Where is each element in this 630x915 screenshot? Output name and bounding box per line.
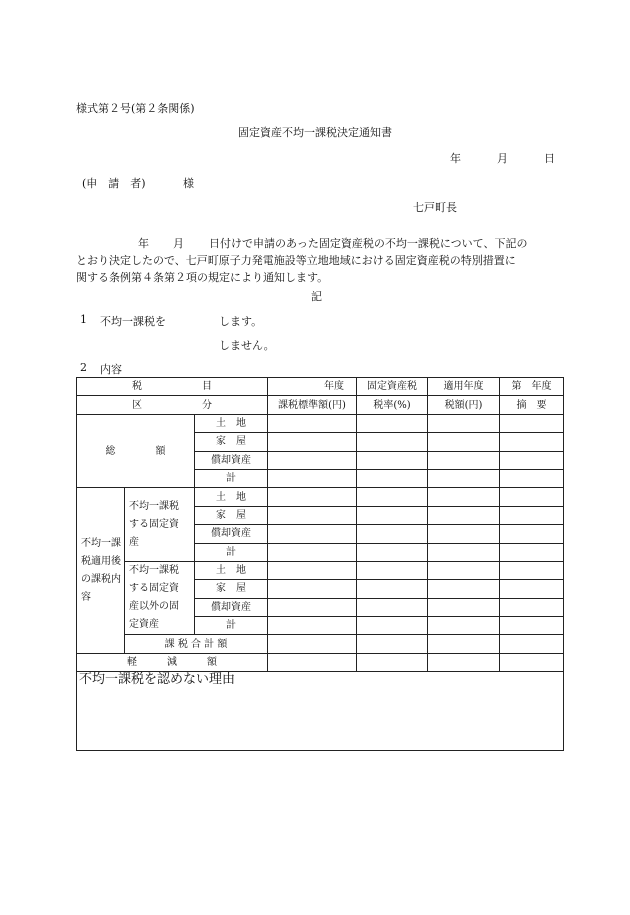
sum-label: 課 税 合 計 額	[125, 635, 268, 653]
applicant-honorific: 様	[183, 177, 194, 190]
cell-rate	[357, 488, 428, 506]
row-item-label: 土 地	[195, 488, 268, 506]
applicant-label: (申 請 者)	[82, 177, 146, 190]
header-rate: 税率(%)	[357, 396, 428, 414]
table-header-row-1	[77, 378, 564, 396]
cell-base	[268, 506, 357, 524]
cell-note	[500, 525, 564, 543]
cell-amount	[428, 451, 500, 469]
cell-note	[500, 580, 564, 598]
cell-amount	[428, 433, 500, 451]
cell-rate	[357, 451, 428, 469]
cell-base	[268, 451, 357, 469]
body-line3: 関する条例第４条第２項の規定により通知します。	[76, 271, 329, 284]
issuer: 七戸町長	[413, 201, 457, 214]
item2-label: 内容	[100, 363, 122, 376]
cell-note	[500, 433, 564, 451]
cell-amount	[428, 506, 500, 524]
header-applied-year: 適用年度	[428, 378, 500, 396]
header-nth-year: 第 年度	[500, 378, 564, 396]
cell-base	[268, 414, 357, 432]
row-item-label: 計	[195, 469, 268, 487]
cell-note	[500, 414, 564, 432]
cell-base	[268, 543, 357, 561]
row-item-label: 土 地	[195, 561, 268, 579]
date-month: 月	[497, 152, 508, 165]
cell-note	[500, 617, 564, 635]
cell-rate	[357, 561, 428, 579]
row-item-label: 償却資産	[195, 525, 268, 543]
cell-note	[500, 506, 564, 524]
item1-number: 1	[80, 313, 87, 326]
cell-amount	[428, 469, 500, 487]
row-item-label: 土 地	[195, 414, 268, 432]
cell-base	[268, 433, 357, 451]
table-header-row-2	[77, 396, 564, 414]
header-amount: 税額(円)	[428, 396, 500, 414]
cell-rate	[357, 580, 428, 598]
body-month: 月	[173, 237, 184, 250]
row-item-label: 家 屋	[195, 580, 268, 598]
form-number: 様式第２号(第２条関係)	[76, 102, 195, 115]
cell-amount	[428, 580, 500, 598]
cell-base	[268, 561, 357, 579]
item1-option-a: します。	[219, 315, 263, 328]
cell-base	[268, 525, 357, 543]
cell-amount	[428, 488, 500, 506]
body-line1: 日付けで申請のあった固定資産税の不均一課税について、下記の	[209, 237, 528, 250]
cell-rate	[357, 433, 428, 451]
document-title: 固定資産不均一課税決定通知書	[238, 126, 392, 139]
cell-base	[268, 580, 357, 598]
reduction-label: 軽 減 額	[77, 653, 268, 671]
cell-rate	[357, 543, 428, 561]
header-base: 課税標準額(円)	[268, 396, 357, 414]
cell-note	[500, 469, 564, 487]
header-note: 摘 要	[500, 396, 564, 414]
item2-number: 2	[80, 361, 87, 374]
table-row	[77, 561, 564, 579]
cell-rate	[357, 469, 428, 487]
date-day: 日	[544, 152, 555, 165]
header-fixed-tax: 固定資産税	[357, 378, 428, 396]
cell-rate	[357, 635, 428, 653]
cell-note	[500, 561, 564, 579]
date-year: 年	[450, 152, 461, 165]
tax-table	[76, 377, 564, 672]
body-line2: とおり決定したので、七戸町原子力発電施設等立地地域における固定資産税の特別措置に	[76, 254, 516, 267]
cell-rate	[357, 506, 428, 524]
cell-base	[268, 617, 357, 635]
header-zeimoku: 税 目	[77, 378, 268, 396]
group1-label: 不均一課税する固定資産	[125, 488, 195, 562]
cell-rate	[357, 598, 428, 616]
cell-amount	[428, 598, 500, 616]
cell-base	[268, 598, 357, 616]
cell-amount	[428, 561, 500, 579]
row-item-label: 計	[195, 543, 268, 561]
item1-option-b: しません。	[219, 339, 275, 352]
cell-amount	[428, 543, 500, 561]
ki-label: 記	[311, 290, 322, 303]
cell-rate	[357, 414, 428, 432]
header-kubun: 区 分	[77, 396, 268, 414]
cell-note	[500, 488, 564, 506]
table-row	[77, 488, 564, 506]
after-label: 不均一課税適用後の課税内容	[77, 488, 125, 654]
body-year: 年	[138, 237, 149, 250]
cell-rate	[357, 617, 428, 635]
cell-rate	[357, 525, 428, 543]
table-row	[77, 414, 564, 432]
cell-note	[500, 598, 564, 616]
total-label: 総 額	[77, 414, 195, 488]
row-item-label: 家 屋	[195, 433, 268, 451]
reason-label: 不均一課税を認めない理由	[79, 672, 236, 687]
cell-note	[500, 451, 564, 469]
item1-label: 不均一課税を	[100, 315, 166, 328]
cell-amount	[428, 617, 500, 635]
cell-base	[268, 488, 357, 506]
cell-base	[268, 469, 357, 487]
group2-label: 不均一課税する固定資産以外の固定資産	[125, 561, 195, 635]
cell-amount	[428, 414, 500, 432]
header-nendo: 年度	[268, 378, 357, 396]
row-item-label: 家 屋	[195, 506, 268, 524]
table-row	[77, 635, 564, 653]
row-item-label: 計	[195, 617, 268, 635]
cell-amount	[428, 635, 500, 653]
cell-base	[268, 635, 357, 653]
cell-note	[500, 543, 564, 561]
cell-note	[500, 635, 564, 653]
row-item-label: 償却資産	[195, 598, 268, 616]
reason-box	[76, 667, 564, 751]
row-item-label: 償却資産	[195, 451, 268, 469]
cell-amount	[428, 525, 500, 543]
